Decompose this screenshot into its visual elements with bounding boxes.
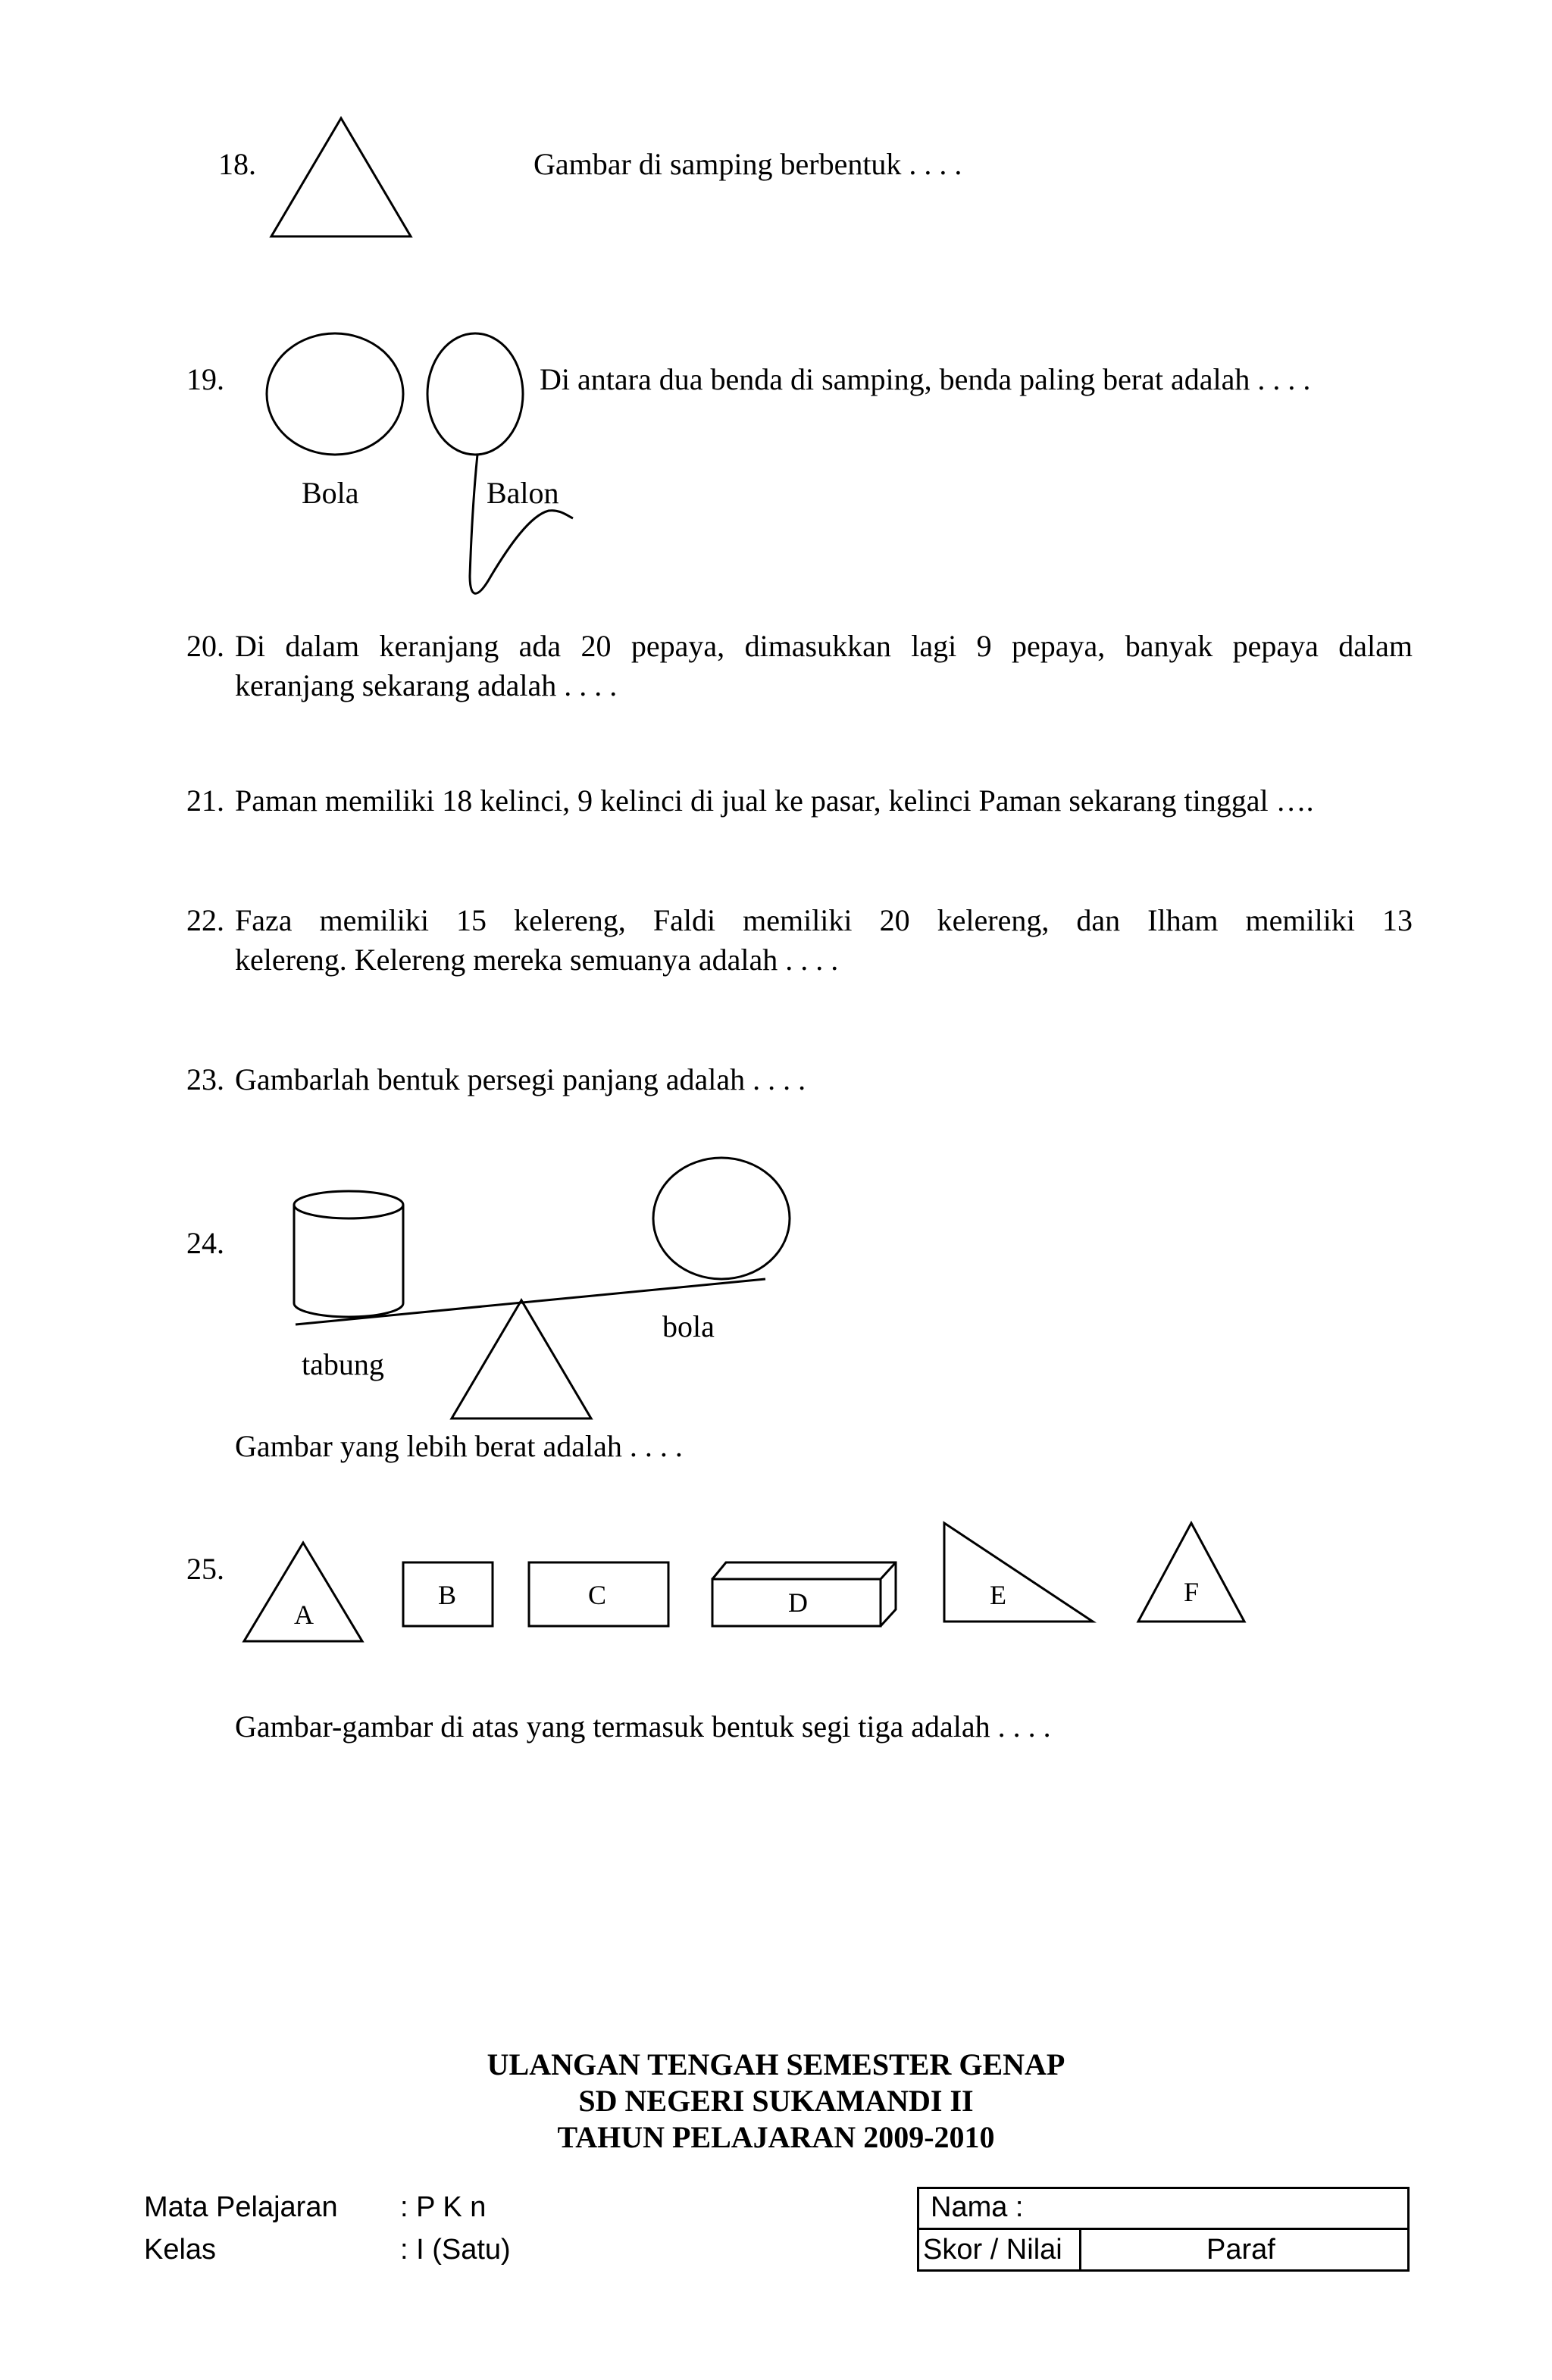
q24-label-bola: bola xyxy=(662,1309,715,1343)
identity-box-column-divider xyxy=(1079,2228,1081,2272)
school-year: TAHUN PELAJARAN 2009-2010 xyxy=(557,2120,995,2154)
q24-fulcrum xyxy=(452,1300,591,1418)
class-value: : I (Satu) xyxy=(400,2234,511,2266)
q18-text: Gambar di samping berbentuk . . . . xyxy=(534,147,962,181)
q25-text: Gambar-gambar di atas yang termasuk bentuk segi tiga adalah . . . . xyxy=(235,1709,1051,1744)
subject-label: Mata Pelajaran xyxy=(144,2191,338,2223)
q22-line2: kelereng. Kelereng mereka semuanya adalah . . . . xyxy=(235,943,839,977)
q24-ball xyxy=(653,1158,790,1279)
q25-label-a: A xyxy=(294,1600,314,1630)
sign-field-label: Paraf xyxy=(1206,2234,1275,2266)
q25-label-d: D xyxy=(788,1587,808,1618)
q25-number: 25. xyxy=(186,1552,224,1586)
q25-label-b: B xyxy=(438,1580,457,1610)
q19-label-balon: Balon xyxy=(487,476,559,510)
q22-line1: Faza memiliki 15 kelereng, Faldi memiliki 20 kelereng, dan Ilham memiliki 13 xyxy=(235,903,1413,937)
q25-label-e: E xyxy=(990,1580,1006,1610)
q25-label-f: F xyxy=(1184,1577,1200,1607)
identity-box-divider xyxy=(917,2228,1410,2230)
q18-triangle xyxy=(271,118,411,236)
q23-number: 23. xyxy=(186,1062,224,1096)
q24-label-tabung: tabung xyxy=(302,1347,384,1381)
q19-number: 19. xyxy=(186,362,224,396)
q20-line1: Di dalam keranjang ada 20 pepaya, dimasukkan lagi 9 pepaya, banyak pepaya dalam xyxy=(235,629,1413,663)
q23-text: Gambarlah bentuk persegi panjang adalah . . . . xyxy=(235,1062,806,1096)
q19-ball xyxy=(267,333,403,455)
subject-value: : P K n xyxy=(400,2191,487,2223)
q19-label-bola: Bola xyxy=(302,476,359,510)
q24-text: Gambar yang lebih berat adalah . . . . xyxy=(235,1429,683,1463)
exam-title: ULANGAN TENGAH SEMESTER GENAP xyxy=(487,2047,1065,2081)
name-field-label: Nama : xyxy=(931,2191,1024,2223)
class-label: Kelas xyxy=(144,2234,217,2266)
q25-right-triangle-e xyxy=(944,1523,1093,1622)
q20-line2: keranjang sekarang adalah . . . . xyxy=(235,668,618,702)
q25-label-c: C xyxy=(588,1580,607,1610)
q24-cylinder xyxy=(294,1191,403,1317)
school-name: SD NEGERI SUKAMANDI II xyxy=(578,2084,974,2118)
q18-number: 18. xyxy=(218,147,256,181)
q19-text: Di antara dua benda di samping, benda paling berat adalah . . . . xyxy=(540,362,1311,396)
q24-number: 24. xyxy=(186,1226,224,1260)
q19-balloon xyxy=(427,333,523,455)
q20-number: 20. xyxy=(186,629,224,663)
q21-text: Paman memiliki 18 kelinci, 9 kelinci di jual ke pasar, kelinci Paman sekarang tinggal …. xyxy=(235,783,1314,818)
q22-number: 22. xyxy=(186,903,224,937)
q21-number: 21. xyxy=(186,783,224,818)
score-field-label: Skor / Nilai xyxy=(923,2234,1062,2266)
